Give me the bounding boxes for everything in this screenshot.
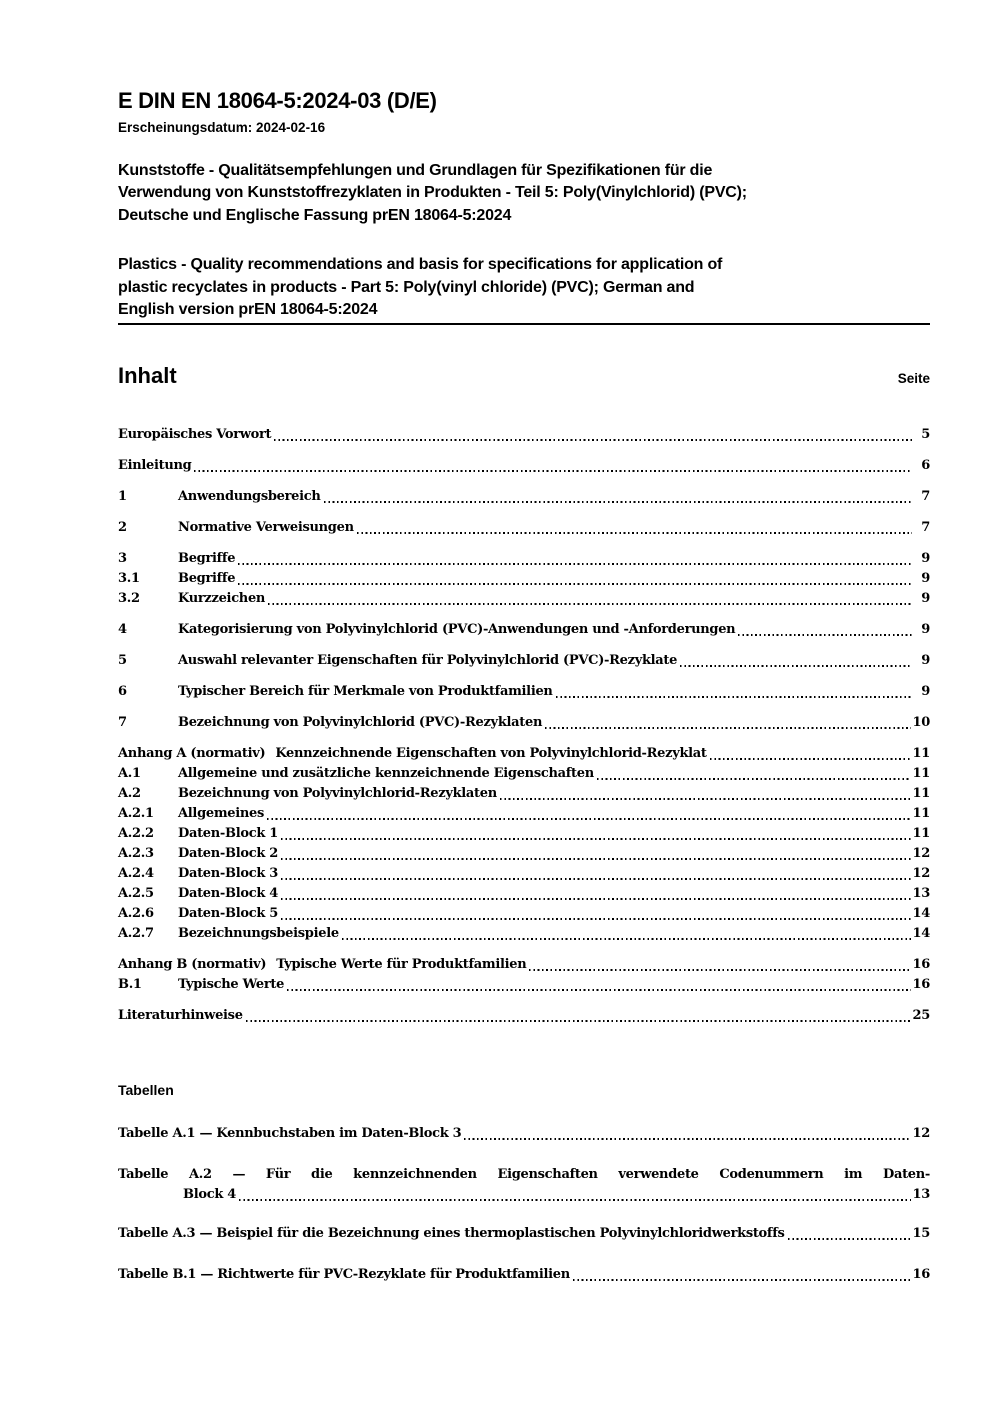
- entry-number: 5: [118, 653, 127, 669]
- toc-entry: [118, 864, 930, 884]
- page-number: 9: [921, 653, 930, 669]
- dotted-leader: [268, 589, 912, 609]
- page-number: 14: [912, 926, 930, 942]
- entry-number: A.2.7: [118, 926, 154, 942]
- entry-title: Daten-Block 4: [178, 886, 279, 902]
- page-number: 11: [912, 786, 930, 802]
- toc-entry: [118, 518, 930, 538]
- german-title-line: Kunststoffe - Qualitätsempfehlungen und Grundlagen für Spezifikationen für die: [118, 162, 713, 179]
- german-title-line: Deutsche und Englische Fassung prEN 18064-5:2024: [118, 206, 512, 224]
- dotted-leader: [287, 975, 910, 995]
- entry-title: Begriffe: [178, 551, 236, 567]
- page-number: 12: [912, 866, 930, 882]
- entry-title: Daten-Block 1: [178, 826, 279, 842]
- entry-number: Anhang A (normativ): [118, 746, 266, 762]
- dotted-leader: [680, 651, 912, 671]
- toc-entry: [118, 456, 930, 476]
- dotted-leader: [246, 1006, 911, 1026]
- toc-entry: [118, 589, 930, 609]
- page-number: 11: [912, 826, 930, 842]
- entry-number: A.2.2: [118, 826, 154, 842]
- page-number: 14: [912, 906, 930, 922]
- entry-number: A.2.3: [118, 846, 154, 862]
- toc-entry: [118, 569, 930, 589]
- entry-number: 7: [118, 715, 127, 731]
- toc-entry: [118, 487, 930, 507]
- entry-title: Daten-Block 5: [178, 906, 279, 922]
- table-entry-line: [118, 1124, 930, 1144]
- entry-title: Normative Verweisungen: [178, 520, 354, 536]
- page-number: 25: [912, 1008, 930, 1024]
- entry-title: Allgemeine und zusätzliche kennzeichnende Eigenschaften: [178, 766, 594, 782]
- dotted-leader: [464, 1124, 910, 1144]
- dotted-leader: [281, 844, 910, 864]
- publication-date: Erscheinungsdatum: 2024-02-16: [118, 120, 326, 135]
- dotted-leader: [529, 955, 910, 975]
- page-number: 6: [921, 458, 930, 474]
- entry-title: Begriffe: [178, 571, 236, 587]
- english-title: [118, 254, 930, 321]
- dotted-leader: [281, 824, 910, 844]
- dotted-leader: [239, 1185, 911, 1205]
- dotted-leader: [281, 904, 910, 924]
- dotted-leader: [710, 744, 911, 764]
- table-entry: [118, 1265, 930, 1285]
- entry-number: A.2: [118, 786, 141, 802]
- entry-title: Bezeichnung von Polyvinylchlorid (PVC)-Rezyklaten: [178, 715, 543, 731]
- dotted-leader: [788, 1224, 911, 1244]
- dotted-leader: [194, 456, 912, 476]
- entry-number: 3.1: [118, 571, 140, 587]
- page-number: 7: [921, 520, 930, 536]
- dotted-leader: [556, 682, 912, 702]
- table-entry-title-continuation: [118, 1185, 930, 1205]
- dotted-leader: [545, 713, 910, 733]
- english-title-line: plastic recyclates in products - Part 5: Poly(vinyl chloride) (PVC); German and: [118, 278, 695, 296]
- entry-number: A.1: [118, 766, 141, 782]
- toc-entry: [118, 904, 930, 924]
- page-number: 13: [912, 886, 930, 902]
- toc-entry: [118, 924, 930, 944]
- entry-title: Daten-Block 2: [178, 846, 279, 862]
- toc-entry: [118, 549, 930, 569]
- entry-number: 3.2: [118, 591, 140, 607]
- page-column-label: Seite: [897, 371, 930, 387]
- table-entry: [118, 1165, 930, 1205]
- dotted-leader: [573, 1265, 911, 1285]
- page-number: 16: [912, 1267, 930, 1283]
- page-number: 11: [912, 746, 930, 762]
- page-number: 11: [912, 806, 930, 822]
- entry-number: 4: [118, 622, 127, 638]
- table-entry-title: Tabelle A.2 — Für die kennzeichnenden Eigenschaften verwendete Codenummern im Daten-: [118, 1167, 930, 1183]
- toc-entry: [118, 764, 930, 784]
- table-entry-line: [118, 1265, 930, 1285]
- toc-entry: [118, 651, 930, 671]
- dotted-leader: [238, 549, 912, 569]
- entry-title: Bezeichnung von Polyvinylchlorid-Rezyklaten: [178, 786, 497, 802]
- german-title-line: Verwendung von Kunststoffrezyklaten in Produkten - Teil 5: Poly(Vinylchlorid) (PVC);: [118, 184, 747, 202]
- entry-title: Typische Werte für Produktfamilien: [276, 957, 527, 973]
- entry-number: B.1: [118, 977, 142, 993]
- toc-entry: [118, 682, 930, 702]
- entry-title: Kurzzeichen: [178, 591, 266, 607]
- page-number: 9: [921, 684, 930, 700]
- entry-title: Typische Werte: [178, 977, 285, 993]
- english-title-line: Plastics - Quality recommendations and basis for specifications for application of: [118, 256, 723, 274]
- toc-entry: [118, 744, 930, 764]
- tables-heading: Tabellen: [118, 1082, 174, 1099]
- toc-entry: [118, 975, 930, 995]
- dotted-leader: [500, 784, 911, 804]
- entry-number: A.2.4: [118, 866, 154, 882]
- english-title-line: English version prEN 18064-5:2024: [118, 301, 378, 319]
- entry-number: Anhang B (normativ): [118, 957, 267, 973]
- entry-number: 3: [118, 551, 127, 567]
- german-title: [118, 160, 930, 227]
- dotted-leader: [274, 425, 912, 445]
- table-entry: [118, 1224, 930, 1244]
- entry-title: Tabelle B.1 — Richtwerte für PVC-Rezyklate für Produktfamilien: [118, 1267, 570, 1283]
- page-number: 9: [921, 622, 930, 638]
- toc-entry: [118, 955, 930, 975]
- table-entry: [118, 1124, 930, 1144]
- page-number: 11: [912, 766, 930, 782]
- toc-entry: [118, 1006, 930, 1026]
- entry-title: Tabelle A.1 — Kennbuchstaben im Daten-Block 3: [118, 1126, 462, 1142]
- entry-title: Literaturhinweise: [118, 1008, 243, 1024]
- entry-number: A.2.6: [118, 906, 154, 922]
- dotted-leader: [597, 764, 911, 784]
- dotted-leader: [324, 487, 912, 507]
- toc-list: [118, 425, 930, 1026]
- entry-number: A.2.5: [118, 886, 154, 902]
- doc-number: E DIN EN 18064-5:2024-03 (D/E): [118, 88, 437, 113]
- doc-header: [118, 88, 930, 325]
- page-number: 9: [921, 551, 930, 567]
- page-number: 12: [912, 1126, 930, 1142]
- tables-list: [118, 1124, 930, 1285]
- entry-title: Einleitung: [118, 458, 192, 474]
- page-number: 16: [912, 957, 930, 973]
- entry-number: 6: [118, 684, 127, 700]
- dotted-leader: [357, 518, 912, 538]
- entry-title: Kategorisierung von Polyvinylchlorid (PVC)-Anwendungen und -Anforderungen: [178, 622, 736, 638]
- entry-title: Tabelle A.3 — Beispiel für die Bezeichnung eines thermoplastischen Polyvinylchloridwerkstoffs: [118, 1226, 785, 1242]
- entry-number: 2: [118, 520, 127, 536]
- entry-number: A.2.1: [118, 806, 154, 822]
- dotted-leader: [342, 924, 911, 944]
- page-number: 12: [912, 846, 930, 862]
- dotted-leader: [281, 864, 910, 884]
- page-number: 9: [921, 591, 930, 607]
- entry-title: Typischer Bereich für Merkmale von Produktfamilien: [178, 684, 553, 700]
- entry-title: Auswahl relevanter Eigenschaften für Polyvinylchlorid (PVC)-Rezyklate: [178, 653, 678, 669]
- toc-entry: [118, 425, 930, 445]
- toc-entry: [118, 713, 930, 733]
- toc-heading: Inhalt: [118, 363, 177, 389]
- page-number: 5: [921, 427, 930, 443]
- page-number: 16: [912, 977, 930, 993]
- dotted-leader: [238, 569, 912, 589]
- toc-entry: [118, 824, 930, 844]
- entry-title: Bezeichnungsbeispiele: [178, 926, 339, 942]
- toc-entry: [118, 804, 930, 824]
- entry-title: Kennzeichnende Eigenschaften von Polyvinylchlorid-Rezyklat: [275, 746, 707, 762]
- dotted-leader: [281, 884, 910, 904]
- page-number: 10: [912, 715, 930, 731]
- page-number: 9: [921, 571, 930, 587]
- entry-title: Allgemeines: [178, 806, 265, 822]
- toc-entry: [118, 884, 930, 904]
- dotted-leader: [738, 620, 912, 640]
- page-number: 15: [912, 1226, 930, 1242]
- toc-entry: [118, 784, 930, 804]
- divider-rule: [118, 323, 930, 325]
- entry-title: Europäisches Vorwort: [118, 427, 272, 443]
- entry-title: Block 4: [183, 1187, 236, 1203]
- dotted-leader: [267, 804, 910, 824]
- toc-header-row: [118, 363, 930, 389]
- entry-title: Anwendungsbereich: [178, 489, 321, 505]
- page-number: 7: [921, 489, 930, 505]
- entry-number: 1: [118, 489, 127, 505]
- page-number: 13: [912, 1187, 930, 1203]
- toc-entry: [118, 620, 930, 640]
- entry-title: Daten-Block 3: [178, 866, 279, 882]
- toc-entry: [118, 844, 930, 864]
- table-entry-line: [118, 1224, 930, 1244]
